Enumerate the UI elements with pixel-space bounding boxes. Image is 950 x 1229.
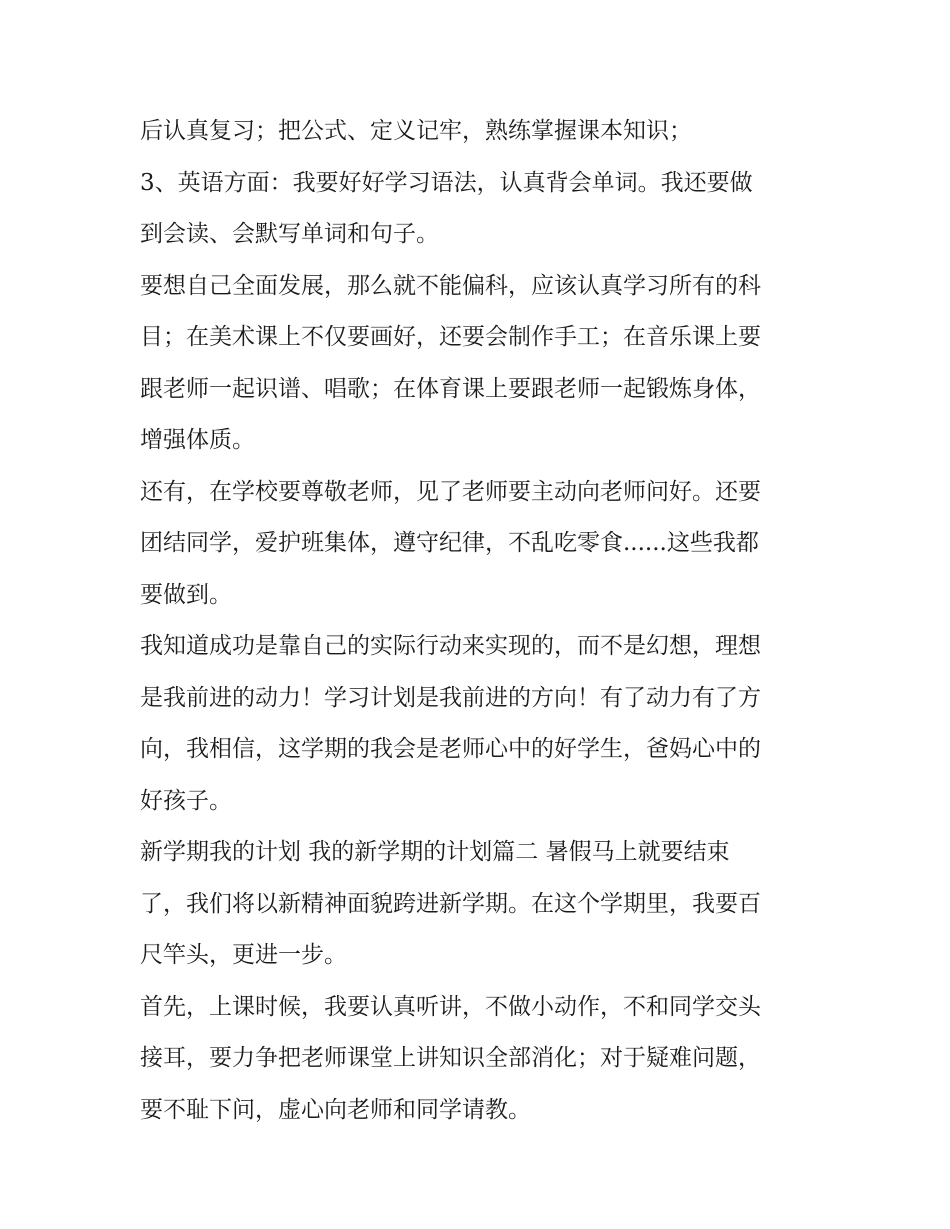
- text-line: 新学期我的计划 我的新学期的计划篇二 暑假马上就要结束: [140, 839, 730, 865]
- text-line: 好孩子。: [140, 787, 232, 814]
- text-line: 我知道成功是靠自己的实际行动来实现的，而不是幻想，理想: [140, 633, 761, 659]
- text-line: 向，我相信，这学期的我会是老师心中的好学生，爸妈心中的: [140, 736, 761, 762]
- text-line: 跟老师一起识谱、唱歌；在体育课上要跟老师一起锻炼身体，: [140, 375, 761, 402]
- text-line: 首先，上课时候，我要认真听讲，不做小动作，不和同学交头: [140, 993, 761, 1020]
- text-line: 目；在美术课上不仅要画好，还要会制作手工；在音乐课上要: [140, 324, 761, 350]
- text-line: 后认真复习；把公式、定义记牢，熟练掌握课本知识；: [140, 118, 692, 144]
- text-line: 要做到。: [140, 581, 232, 608]
- text-line: 团结同学，爱护班集体，遵守纪律，不乱吃零食......这些我都: [140, 530, 759, 556]
- text-line: 是我前进的动力！学习计划是我前进的方向！有了动力有了方: [140, 684, 761, 711]
- text-line: 接耳，要力争把老师课堂上讲知识全部消化；对于疑难问题，: [140, 1045, 761, 1071]
- body-text: [140, 106, 820, 1136]
- text-line: 增强体质。: [140, 427, 255, 453]
- text-line: 要不耻下问，虚心向老师和同学请教。: [140, 1096, 531, 1123]
- text-line: 到会读、会默写单词和句子。: [140, 221, 439, 247]
- text-line: 尺竿头，更进一步。: [140, 942, 347, 968]
- text-line: 要想自己全面发展，那么就不能偏科，应该认真学习所有的科: [140, 272, 761, 299]
- text-line: 还有，在学校要尊敬老师，见了老师要主动向老师问好。还要: [140, 478, 761, 505]
- text-line: 了，我们将以新精神面貌跨进新学期。在这个学期里，我要百: [140, 890, 761, 917]
- text-line: 3、英语方面：我要好好学习语法，认真背会单词。我还要做: [140, 169, 753, 196]
